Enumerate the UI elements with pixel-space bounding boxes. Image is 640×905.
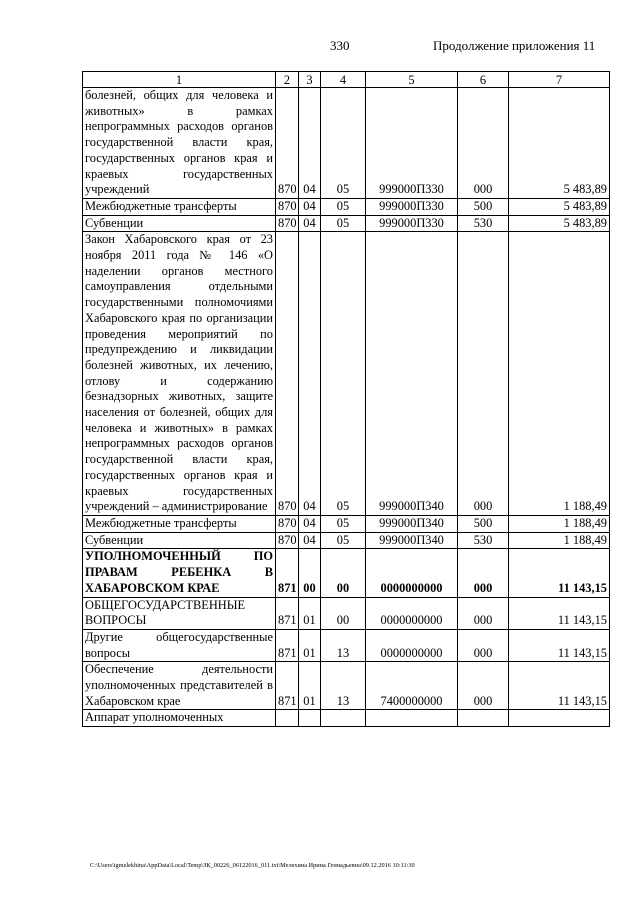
cell-section: 01	[299, 629, 321, 661]
table-row	[83, 532, 610, 549]
cell-admin: 870	[276, 88, 299, 199]
cell-target: 7400000000	[366, 662, 458, 710]
cell-subsection: 00	[321, 549, 366, 597]
cell-target: 999000П330	[366, 198, 458, 215]
cell-admin: 871	[276, 597, 299, 629]
cell-amount: 5 483,89	[509, 215, 610, 232]
cell-amount: 1 188,49	[509, 532, 610, 549]
cell-admin: 870	[276, 232, 299, 516]
cell-admin: 870	[276, 198, 299, 215]
cell-expense-type: 530	[458, 532, 509, 549]
cell-subsection: 05	[321, 515, 366, 532]
cell-expense-type: 000	[458, 232, 509, 516]
table-row	[83, 597, 610, 629]
row-name: болезней, общих для человека и животных» в рамках непрограммных расходов органов государственной власти края, государственных органов края и краевых государственных учреждений	[83, 88, 276, 199]
table-row	[83, 629, 610, 661]
cell-expense-type: 500	[458, 198, 509, 215]
cell-section: 04	[299, 198, 321, 215]
row-name: Межбюджетные трансферты	[83, 198, 276, 215]
footer-path: C:\Users\igmelekhina\AppData\Local\Temp\ЗК_00226_06122016_011.txt\Мелехина Ирина Геннадьевна\09.12.2016 10:11:30	[90, 862, 415, 869]
row-name: Межбюджетные трансферты	[83, 515, 276, 532]
row-name: Другие общегосударственные вопросы	[83, 629, 276, 661]
cell-section: 00	[299, 549, 321, 597]
column-header: 2	[276, 72, 299, 88]
cell-admin: 871	[276, 629, 299, 661]
column-header: 4	[321, 72, 366, 88]
column-header: 7	[509, 72, 610, 88]
cell-expense-type	[458, 710, 509, 727]
cell-section: 04	[299, 215, 321, 232]
table-row	[83, 232, 610, 516]
cell-amount: 11 143,15	[509, 662, 610, 710]
cell-subsection: 05	[321, 532, 366, 549]
cell-amount: 5 483,89	[509, 88, 610, 199]
cell-section: 01	[299, 662, 321, 710]
cell-admin: 871	[276, 549, 299, 597]
cell-amount: 1 188,49	[509, 515, 610, 532]
cell-admin	[276, 710, 299, 727]
cell-section: 04	[299, 532, 321, 549]
cell-subsection	[321, 710, 366, 727]
row-name: ОБЩЕГОСУДАРСТВЕННЫЕ ВОПРОСЫ	[83, 597, 276, 629]
cell-section: 04	[299, 515, 321, 532]
cell-expense-type: 500	[458, 515, 509, 532]
column-header: 1	[83, 72, 276, 88]
cell-expense-type: 000	[458, 549, 509, 597]
cell-amount: 11 143,15	[509, 597, 610, 629]
table-header-row	[83, 72, 610, 88]
page-number: 330	[330, 38, 350, 53]
cell-admin: 870	[276, 515, 299, 532]
cell-amount: 5 483,89	[509, 198, 610, 215]
cell-target: 999000П340	[366, 532, 458, 549]
cell-expense-type: 000	[458, 662, 509, 710]
cell-subsection: 13	[321, 629, 366, 661]
cell-section: 01	[299, 597, 321, 629]
cell-subsection: 05	[321, 88, 366, 199]
cell-subsection: 05	[321, 232, 366, 516]
row-name: Субвенции	[83, 532, 276, 549]
row-name: Закон Хабаровского края от 23 ноября 2011 года № 146 «О наделении органов местного самоуправления отдельными государственными полномочиями Хабаровского края по организации проведения мероприятий по предупреждению и ликвидации болезней животных, их лечению, отлову и содержанию безнадзорных животных, защите населения от болезней, общих для человека и животных» в рамках непрограммных расходов органов государственной власти края, государственных органов края и краевых государственных учреждений – администрирование	[83, 232, 276, 516]
cell-admin: 870	[276, 215, 299, 232]
table-row	[83, 662, 610, 710]
cell-amount	[509, 710, 610, 727]
cell-target: 0000000000	[366, 629, 458, 661]
cell-target: 999000П340	[366, 232, 458, 516]
cell-target: 999000П340	[366, 515, 458, 532]
cell-expense-type: 000	[458, 629, 509, 661]
cell-expense-type: 000	[458, 597, 509, 629]
row-name: Аппарат уполномоченных	[83, 710, 276, 727]
column-header: 6	[458, 72, 509, 88]
cell-subsection: 05	[321, 198, 366, 215]
cell-subsection: 00	[321, 597, 366, 629]
cell-amount: 11 143,15	[509, 549, 610, 597]
continuation-label: Продолжение приложения 11	[433, 38, 596, 53]
cell-section: 04	[299, 232, 321, 516]
cell-expense-type: 530	[458, 215, 509, 232]
column-header: 5	[366, 72, 458, 88]
cell-target: 0000000000	[366, 597, 458, 629]
table-row	[83, 549, 610, 597]
cell-section: 04	[299, 88, 321, 199]
cell-expense-type: 000	[458, 88, 509, 199]
table-row	[83, 198, 610, 215]
column-header: 3	[299, 72, 321, 88]
table-row	[83, 710, 610, 727]
cell-admin: 871	[276, 662, 299, 710]
cell-target: 999000П330	[366, 88, 458, 199]
table-row	[83, 88, 610, 199]
cell-target: 0000000000	[366, 549, 458, 597]
row-name: УПОЛНОМОЧЕННЫЙ ПО ПРАВАМ РЕБЕНКА В ХАБАРОВСКОМ КРАЕ	[83, 549, 276, 597]
cell-amount: 1 188,49	[509, 232, 610, 516]
cell-amount: 11 143,15	[509, 629, 610, 661]
budget-table	[82, 71, 610, 727]
row-name: Обеспечение деятельности уполномоченных представителей в Хабаровском крае	[83, 662, 276, 710]
cell-subsection: 05	[321, 215, 366, 232]
table-row	[83, 515, 610, 532]
cell-subsection: 13	[321, 662, 366, 710]
cell-target: 999000П330	[366, 215, 458, 232]
table-row	[83, 215, 610, 232]
cell-target	[366, 710, 458, 727]
row-name: Субвенции	[83, 215, 276, 232]
cell-section	[299, 710, 321, 727]
cell-admin: 870	[276, 532, 299, 549]
